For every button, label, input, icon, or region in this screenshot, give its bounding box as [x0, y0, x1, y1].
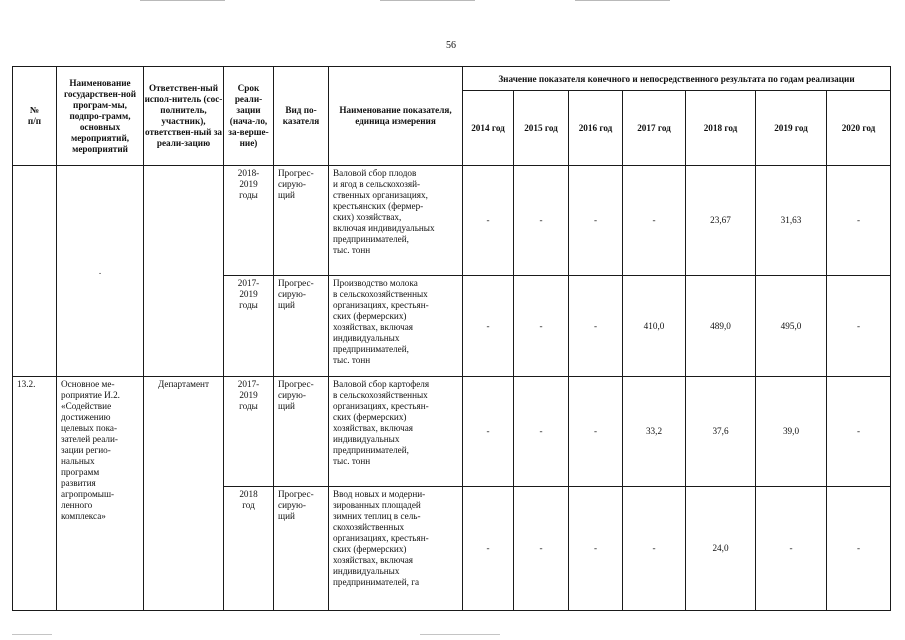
indicator-cell: Ввод новых и модерни- зированных площадей зимних теплиц в сель- скохозяйственных организациях, крестьян- ских (фермерских) хозяйствах, включая индивидуальных предпринимателей, га	[329, 487, 463, 611]
value-cell: -	[569, 276, 623, 377]
scan-artifact-line	[420, 634, 500, 635]
header-responsible: Ответствен-ный испол-нитель (сос-полнитель, участник), ответствен-ный за реали-зацию	[144, 67, 224, 166]
value-cell: -	[756, 487, 827, 611]
value-cell: -	[514, 377, 569, 487]
value-cell: -	[463, 166, 514, 276]
type-cell: Прогрес- сирую- щий	[274, 487, 329, 611]
type-cell: Прогрес- сирую- щий	[274, 377, 329, 487]
value-cell: 24,0	[686, 487, 756, 611]
value-cell: -	[827, 276, 891, 377]
header-row	[13, 67, 891, 91]
header-indicator-type: Вид по-казателя	[274, 67, 329, 166]
group-responsible-cell: Департамент	[144, 377, 224, 611]
value-cell: -	[514, 276, 569, 377]
header-num: № п/п	[13, 67, 57, 166]
value-cell: 23,67	[686, 166, 756, 276]
type-cell: Прогрес- сирую- щий	[274, 166, 329, 276]
header-period: Срок реали-зации (нача-ло, за-верше-ние)	[224, 67, 274, 166]
scan-artifact-line	[140, 0, 225, 1]
group-num-cell	[13, 166, 57, 377]
group-num-cell: 13.2.	[13, 377, 57, 611]
header-year: 2018 год	[686, 91, 756, 166]
group-responsible-cell	[144, 166, 224, 377]
table-row	[13, 166, 891, 276]
value-cell: 410,0	[623, 276, 686, 377]
value-cell: -	[514, 487, 569, 611]
header-year: 2019 год	[756, 91, 827, 166]
group-name-cell: Основное ме- роприятие И.2. «Содействие достижению целевых пока- зателей реали- зации регио- нальных программ развития агропромыш- ленного комплекса»	[57, 377, 144, 611]
header-year: 2020 год	[827, 91, 891, 166]
value-cell: -	[463, 487, 514, 611]
scan-artifact-line	[12, 634, 52, 635]
value-cell: -	[827, 377, 891, 487]
period-cell: 2017- 2019 годы	[224, 276, 274, 377]
header-indicator-name: Наименование показателя, единица измерения	[329, 67, 463, 166]
value-cell: -	[569, 487, 623, 611]
indicator-cell: Валовой сбор картофеля в сельскохозяйственных организациях, крестьян- ских (фермерских) хозяйствах, включая индивидуальных предпринимателей, тыс. тонн	[329, 377, 463, 487]
value-cell: 489,0	[686, 276, 756, 377]
table-row	[13, 377, 891, 487]
value-cell: -	[827, 166, 891, 276]
value-cell: 33,2	[623, 377, 686, 487]
stray-dot: .	[98, 265, 102, 276]
value-cell: -	[569, 166, 623, 276]
value-cell: -	[569, 377, 623, 487]
value-cell: 495,0	[756, 276, 827, 377]
header-year: 2016 год	[569, 91, 623, 166]
indicator-cell: Производство молока в сельскохозяйственных организациях, крестьян- ских (фермерских) хозяйствах, включая индивидуальных предпринимателей, тыс. тонн	[329, 276, 463, 377]
header-year: 2017 год	[623, 91, 686, 166]
page-number: 56	[446, 40, 456, 51]
value-cell: -	[463, 377, 514, 487]
value-cell: -	[463, 276, 514, 377]
header-program-name: Наименование государствен-ной програм-мы, подпро-грамм, основных мероприятий, мероприятий	[57, 67, 144, 166]
value-cell: -	[514, 166, 569, 276]
period-cell: 2018 год	[224, 487, 274, 611]
value-cell: -	[827, 487, 891, 611]
value-cell: -	[623, 166, 686, 276]
value-cell: 37,6	[686, 377, 756, 487]
header-values-group: Значение показателя конечного и непосредственного результата по годам реализации	[463, 67, 891, 91]
scan-artifact-line	[575, 0, 670, 1]
type-cell: Прогрес- сирую- щий	[274, 276, 329, 377]
value-cell: 39,0	[756, 377, 827, 487]
header-year: 2015 год	[514, 91, 569, 166]
header-year: 2014 год	[463, 91, 514, 166]
period-cell: 2018- 2019 годы	[224, 166, 274, 276]
period-cell: 2017- 2019 годы	[224, 377, 274, 487]
indicator-cell: Валовой сбор плодов и ягод в сельскохозяй- ственных организациях, крестьянских (фермер- ских) хозяйствах, включая индивидуальных предпринимателей, тыс. тонн	[329, 166, 463, 276]
value-cell: -	[623, 487, 686, 611]
indicators-table	[12, 66, 891, 611]
scan-artifact-line	[380, 0, 475, 1]
value-cell: 31,63	[756, 166, 827, 276]
group-name-cell	[57, 166, 144, 377]
